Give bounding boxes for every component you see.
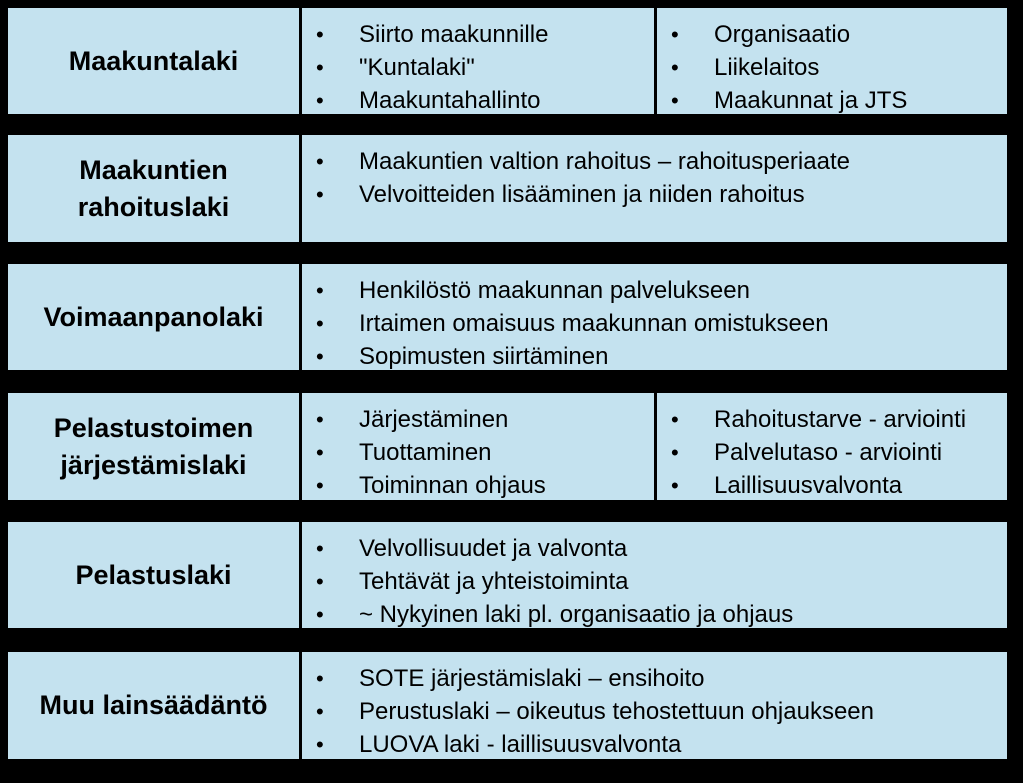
bullet-list [316, 274, 829, 373]
row-title-cell [8, 135, 299, 242]
bullets-cell [302, 522, 1007, 628]
bullet-item: • Tuottaminen [316, 436, 546, 469]
bullet-item: • Rahoitustarve - arviointi [671, 403, 966, 436]
bullet-item: • Maakunnat ja JTS [671, 84, 907, 117]
bullet-item: • Liikelaitos [671, 51, 907, 84]
bullet-item: • Palvelutaso - arviointi [671, 436, 966, 469]
bullet-item: • "Kuntalaki" [316, 51, 548, 84]
bullet-item: • SOTE järjestämislaki – ensihoito [316, 662, 874, 695]
bullet-item: • Siirto maakunnille [316, 18, 548, 51]
row-title: Maakuntien rahoituslaki [77, 154, 230, 222]
row-title: Maakuntalaki [68, 45, 239, 76]
bullet-list [671, 18, 907, 117]
bullets-cell-right [657, 393, 1007, 500]
bullet-list [316, 145, 850, 211]
law-row-muu-lainsaadanto [0, 652, 1023, 759]
bullet-item: • LUOVA laki - laillisuusvalvonta [316, 728, 874, 761]
row-title: Pelastustoimen järjestämislaki [53, 412, 254, 480]
row-title-cell [8, 522, 299, 628]
bullet-list [316, 18, 548, 117]
bullet-item: • Henkilöstö maakunnan palvelukseen [316, 274, 829, 307]
bullets-cell-left [302, 8, 654, 114]
row-title-cell [8, 264, 299, 370]
bullet-item: • Maakuntahallinto [316, 84, 548, 117]
bullets-cell [302, 264, 1007, 370]
bullet-list [316, 662, 874, 761]
bullet-item: • Perustuslaki – oikeutus tehostettuun ohjaukseen [316, 695, 874, 728]
row-title-cell [8, 393, 299, 500]
row-title: Pelastuslaki [75, 559, 232, 590]
row-title: Muu lainsäädäntö [39, 690, 268, 720]
bullet-list [316, 403, 546, 502]
bullets-cell-left [302, 393, 654, 500]
bullet-item: • ~ Nykyinen laki pl. organisaatio ja ohjaus [316, 598, 793, 631]
bullet-item: • Maakuntien valtion rahoitus – rahoitusperiaate [316, 145, 850, 178]
bullet-item: • Toiminnan ohjaus [316, 469, 546, 502]
law-row-maakuntien-rahoituslaki [0, 135, 1023, 242]
bullet-item: • Sopimusten siirtäminen [316, 340, 829, 373]
bullet-list [671, 403, 966, 502]
bullet-item: • Tehtävät ja yhteistoiminta [316, 565, 793, 598]
bullet-item: • Järjestäminen [316, 403, 546, 436]
row-title-cell [8, 8, 299, 114]
bullet-item: • Velvollisuudet ja valvonta [316, 532, 793, 565]
bullets-cell-right [657, 8, 1007, 114]
law-row-pelastustoimen-jarjestamislaki [0, 393, 1023, 500]
bullet-item: • Organisaatio [671, 18, 907, 51]
law-row-voimaanpanolaki [0, 264, 1023, 370]
law-row-pelastuslaki [0, 522, 1023, 628]
row-title: Voimaanpanolaki [43, 301, 264, 332]
row-title-cell [8, 652, 299, 759]
bullets-cell [302, 135, 1007, 242]
bullet-list [316, 532, 793, 631]
bullet-item: • Irtaimen omaisuus maakunnan omistukseen [316, 307, 829, 340]
bullet-item: • Laillisuusvalvonta [671, 469, 966, 502]
bullets-cell [302, 652, 1007, 759]
law-row-maakuntalaki [0, 8, 1023, 114]
bullet-item: • Velvoitteiden lisääminen ja niiden rahoitus [316, 178, 850, 211]
